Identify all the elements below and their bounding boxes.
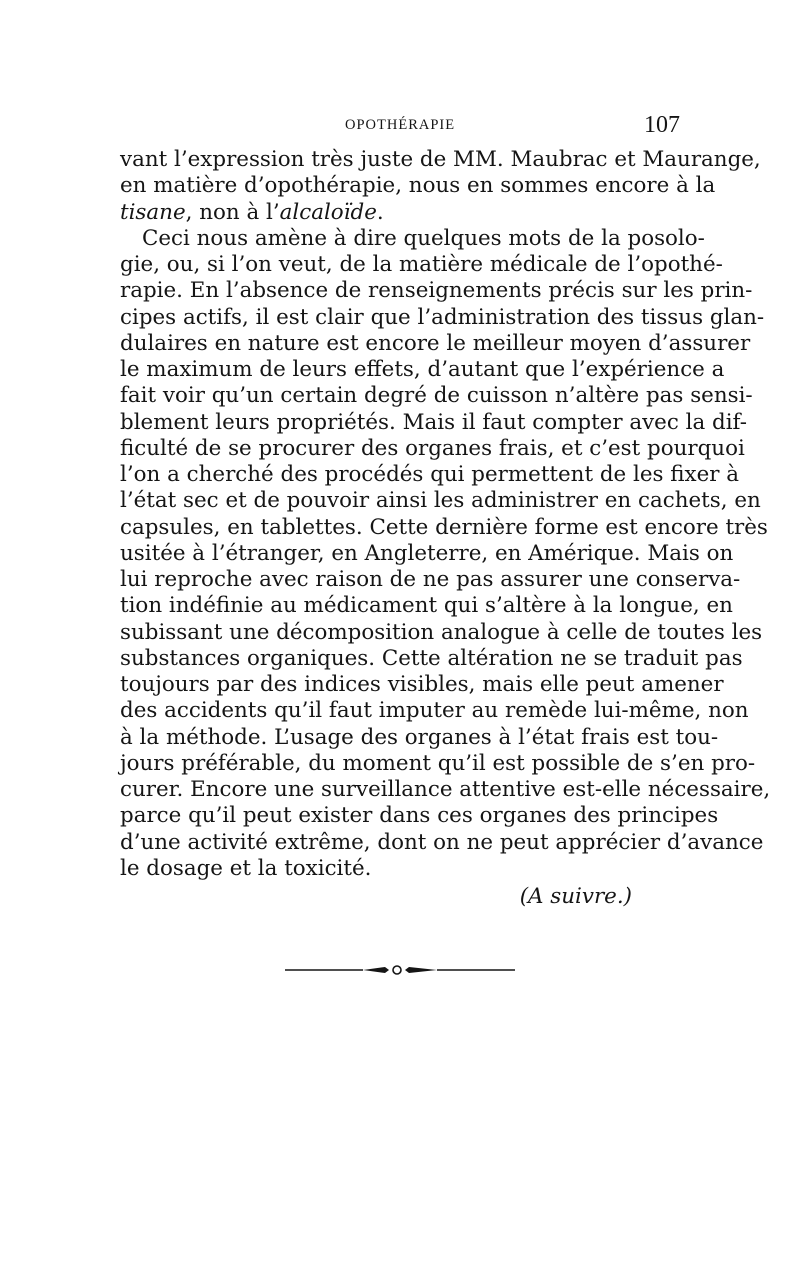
- text-line: des accidents qu’il faut imputer au remède lui-même, non: [120, 698, 749, 724]
- page-header: [120, 112, 680, 142]
- text-line: rapie. En l’absence de renseignements précis sur les prin-: [120, 278, 753, 304]
- italic-word: tisane: [120, 199, 186, 225]
- text-line: ficulté de se procurer des organes frais, et c’est pourquoi: [120, 435, 745, 461]
- text-line: le maximum de leurs effets, d’autant que l’expérience a: [120, 357, 725, 382]
- text-line: toujours par des indices visibles, mais elle peut amener: [120, 672, 724, 697]
- text-line: à la méthode. L’usage des organes à l’état frais est tou-: [120, 724, 719, 750]
- text-fragment: .: [376, 199, 384, 225]
- text-fragment: , non à l’: [185, 199, 280, 225]
- text-line: l’état sec et de pouvoir ainsi les administrer en cachets, en: [120, 488, 761, 514]
- body-text: [120, 147, 771, 910]
- page-number: 107: [644, 112, 680, 138]
- text-line: lui reproche avec raison de ne pas assurer une conserva-: [120, 567, 741, 592]
- text-line: gie, ou, si l’on veut, de la matière médicale de l’opothé-: [120, 252, 723, 277]
- text-line: usitée à l’étranger, en Angleterre, en Amérique. Mais on: [120, 540, 734, 566]
- text-line: fait voir qu’un certain degré de cuisson n’altère pas sensi-: [120, 383, 753, 409]
- text-line: l’on a cherché des procédés qui permettent de les fixer à: [120, 462, 740, 487]
- text-line: d’une activité extrême, dont on ne peut apprécier d’avance: [120, 829, 764, 855]
- to-be-continued: (A suivre.): [519, 884, 632, 909]
- text-line: [120, 200, 680, 226]
- ornamental-divider: [285, 962, 515, 978]
- text-line: jours préférable, du moment qu’il est possible de s’en pro-: [120, 750, 756, 776]
- italic-word: alcaloïde: [279, 199, 377, 225]
- text-line: en matière d’opothérapie, nous en sommes encore à la: [120, 173, 716, 199]
- text-line: curer. Encore une surveillance attentive est-elle nécessaire,: [120, 777, 771, 802]
- text-line: Ceci nous amène à dire quelques mots de la posolo-: [142, 225, 705, 251]
- text-line: subissant une décomposition analogue à celle de toutes les: [120, 619, 763, 645]
- running-head: OPOTHÉRAPIE: [345, 117, 456, 133]
- text-line: capsules, en tablettes. Cette dernière forme est encore très: [120, 514, 768, 540]
- text-line: vant l’expression très juste de MM. Maubrac et Maurange,: [120, 147, 761, 172]
- text-line: substances organiques. Cette altération ne se traduit pas: [120, 645, 743, 671]
- text-line: tion indéfinie au médicament qui s’altère à la longue, en: [120, 593, 733, 619]
- text-line: parce qu’il peut exister dans ces organes des principes: [120, 803, 719, 829]
- text-line: blement leurs propriétés. Mais il faut compter avec la dif-: [120, 409, 747, 435]
- text-line: dulaires en nature est encore le meilleur moyen d’assurer: [120, 330, 751, 356]
- text-line: le dosage et la toxicité.: [120, 855, 372, 881]
- text-line: cipes actifs, il est clair que l’administration des tissus glan-: [120, 304, 765, 330]
